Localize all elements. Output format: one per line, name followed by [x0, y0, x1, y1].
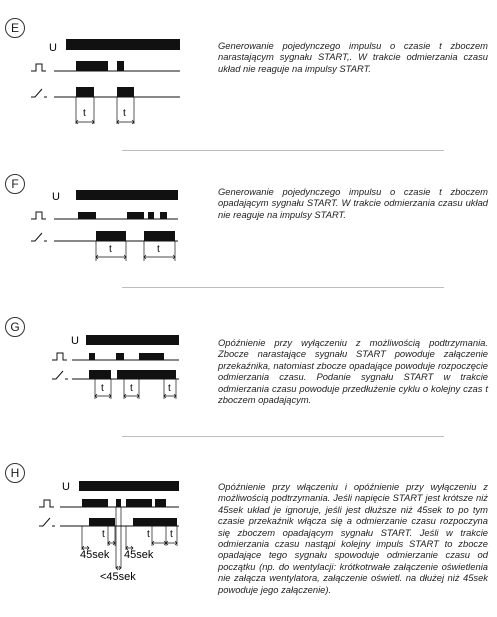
start-pulse	[126, 499, 152, 507]
relay-pulse	[76, 87, 94, 97]
section-h	[0, 440, 497, 617]
mode-description-h: Opóźnienie przy włączeniu i opóźnienie przy wyłączeniu z możliwością podtrzymania. Jeśli napięcie START jest krótsze niż 45sek układ je ignoruje, jeśli jest dłuższe niż 45sek to po tym czasie przekaźnik włącza się a odmierzanie czasu rozpoczyna się zboczem opadającym sygnału START. Jeśli w trakcie odmierzania czasu nastąpi kolejny impuls START to zbocze opadające tego sygnału spowoduje odmierzanie czasu od początku (np. do wentylacji: krótkotrwałe załączenie oświetlenia nie załącza wentylatora, załączenie oświetl. na dłużej niż 45sek powoduje jego załączenie).	[218, 481, 488, 595]
timing-diagram-e	[0, 0, 210, 150]
mode-badge-g: G	[5, 317, 25, 337]
timing-diagram-h	[0, 440, 210, 617]
section-e	[0, 0, 497, 150]
start-symbol	[39, 500, 54, 507]
time-label: t	[147, 529, 150, 540]
time-label: t	[157, 244, 160, 255]
start-pulse	[89, 353, 95, 360]
relay-symbol	[39, 518, 55, 526]
relay-symbol	[52, 371, 68, 379]
time-label: t	[101, 383, 104, 394]
supply-bar	[76, 190, 178, 200]
start-pulse	[155, 499, 166, 507]
supply-label: U	[49, 42, 57, 54]
start-symbol	[31, 64, 46, 71]
mode-description-f: Generowanie pojedynczego impulsu o czasie t zboczem opadającym sygnału START. W trakcie odmierzania czasu układ nie reaguje na impulsy START.	[218, 186, 488, 220]
time-label: t	[83, 108, 86, 119]
relay-pulse	[117, 87, 134, 97]
relay-pulse	[117, 370, 176, 379]
timing-diagram-f	[0, 153, 210, 287]
supply-label: U	[62, 481, 70, 493]
supply-bar	[86, 335, 179, 345]
time-label: t	[102, 529, 105, 540]
relay-pulse	[89, 518, 115, 526]
start-symbol	[31, 212, 46, 219]
start-pulse	[82, 499, 108, 507]
divider	[122, 436, 444, 437]
divider	[122, 287, 444, 288]
start-pulse	[116, 499, 121, 507]
section-f	[0, 153, 497, 287]
start-pulse	[139, 353, 164, 360]
delay-label: <45sek	[100, 571, 136, 583]
start-symbol	[52, 353, 67, 360]
supply-bar	[66, 39, 180, 50]
mode-badge-f: F	[5, 174, 25, 194]
relay-pulse	[96, 231, 126, 241]
divider	[122, 150, 444, 151]
time-label: t	[109, 244, 112, 255]
time-label: t	[168, 383, 171, 394]
delay-label: 45sek	[80, 549, 110, 561]
start-pulse	[148, 212, 154, 219]
relay-symbol	[31, 89, 47, 97]
supply-label: U	[71, 335, 79, 347]
mode-description-e: Generowanie pojedynczego impulsu o czasie t zboczem narastającym sygnału START,. W trakcie odmierzania czasu układ nie reaguje na impulsy START.	[218, 40, 488, 74]
relay-pulse	[133, 518, 177, 526]
relay-pulse	[89, 370, 111, 379]
start-pulse	[127, 212, 144, 219]
start-pulse	[76, 61, 108, 71]
supply-bar	[79, 481, 179, 491]
time-label: t	[123, 108, 126, 119]
timing-diagram-g	[0, 290, 210, 436]
time-label: t	[130, 383, 133, 394]
start-pulse	[117, 61, 124, 71]
start-pulse	[116, 353, 124, 360]
relay-symbol	[31, 233, 47, 241]
start-pulse	[78, 212, 96, 219]
section-g	[0, 290, 497, 436]
relay-pulse	[144, 231, 175, 241]
start-pulse	[160, 212, 167, 219]
mode-badge-e: E	[5, 18, 25, 38]
delay-label: 45sek	[124, 549, 154, 561]
mode-description-g: Opóźnienie przy wyłączeniu z możliwością podtrzymania. Zbocze narastające sygnału START powoduje załączenie przekaźnika, natomiast zbocze opadające powoduje rozpoczęcie odmierzania czasu. Podanie sygnału START w trakcie odmierzania czasu powoduje przedłużenie cyklu o kolejny czas t zboczem opadającym.	[218, 337, 488, 406]
time-label: t	[170, 529, 173, 540]
supply-label: U	[52, 191, 60, 203]
mode-badge-h: H	[5, 463, 25, 483]
